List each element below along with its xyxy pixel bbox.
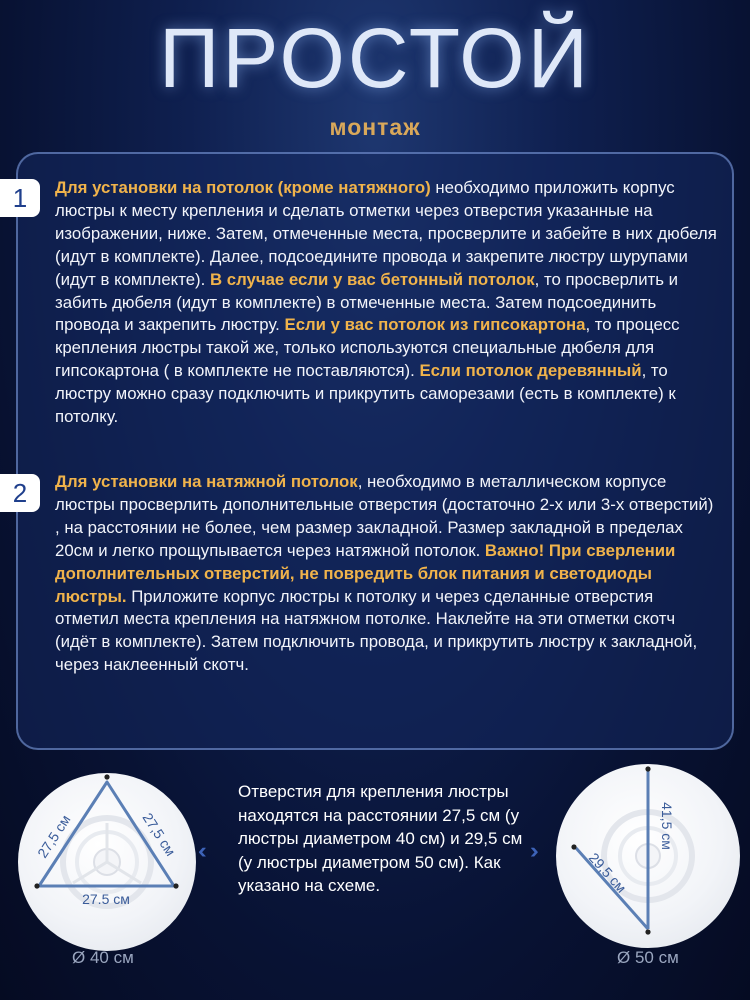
double-chevron-right-icon: ›› (530, 838, 533, 863)
page-title: ПРОСТОЙ (158, 11, 592, 105)
body-text: , то процесс крепления люстры такой же, только используются специальные дюбеля для гипсокартона ( в комплекте не поставляются). (55, 315, 680, 381)
page-subtitle: монтаж (329, 114, 421, 140)
mounting-note: Отверстия для крепления люстры находятся на расстоянии 27,5 см (у люстры диаметром 40 см) и 29,5 см (у люстры диаметром 50 см). Как указано на схеме. (238, 782, 523, 895)
dimension-label-vertical: 41,5 см (659, 802, 675, 850)
highlighted-text: Если потолок деревянный (419, 361, 642, 381)
highlighted-text: Важно! При сверлении дополнительных отверстий, не повредить блок питания и светодиоды люстры. (55, 540, 676, 606)
dimension-label-left: 27,5 см (34, 811, 74, 861)
body-text: , то люстру можно сразу подключить и прикрутить саморезами (есть в комплекте) к потолку. (55, 361, 676, 427)
body-text: , необходимо в металлическом корпусе люстры просверлить дополнительные отверстия (достаточно 2-х или 3-х отверстий) , на расстоянии не более, чем размер закладной. Размер закладной в пределах 20см и легко прощупывается через натяжной потолок. (55, 472, 714, 560)
body-text: , то просверлить и забить дюбеля (идут в комплекте) в отмеченные места. Затем подсоединить провода и закрепить люстру. (55, 269, 679, 335)
highlighted-text: В случае если у вас бетонный потолок (209, 269, 535, 289)
diameter-label-50: Ø 50 см (617, 948, 679, 967)
step-number-badge: 2 (0, 474, 40, 512)
dimension-label-right: 27,5 см (139, 809, 179, 859)
dimension-label-diagonal: 29,5 см (585, 849, 630, 896)
body-text: необходимо приложить корпус люстры к месту крепления и сделать отметки через отверстия указанные на изображении, ниже. Затем, отмеченные места, просверлите и забейте в них дюбеля (идут в комплекте). Далее, подсоедините провода и закрепите люстру шурупами (идут в комплекте). (55, 178, 717, 289)
highlighted-text: Для установки на натяжной потолок (55, 472, 358, 491)
double-chevron-left-icon: ‹‹ (198, 838, 201, 863)
highlighted-text: Для установки на потолок (кроме натяжного) (55, 178, 431, 197)
highlighted-text: Если у вас потолок из гипсокартона (284, 315, 586, 335)
step-1-text (55, 177, 720, 429)
chandelier-40-diagram (18, 773, 196, 951)
body-text: Приложите корпус люстры к потолку и через сделанные отверстия отметил места крепления на натяжном потолке. Наклейте на эти отметки скотч (идёт в комплекте). Затем подключить провода, и прикрутить люстру к закладной, через наклеенный скотч. (55, 586, 698, 675)
step-number-badge: 1 (0, 179, 40, 217)
dimension-label-bottom: 27.5 см (82, 891, 130, 907)
diameter-label-40: Ø 40 см (72, 948, 134, 967)
chandelier-50-diagram (556, 764, 740, 948)
step-2-text (55, 471, 720, 677)
